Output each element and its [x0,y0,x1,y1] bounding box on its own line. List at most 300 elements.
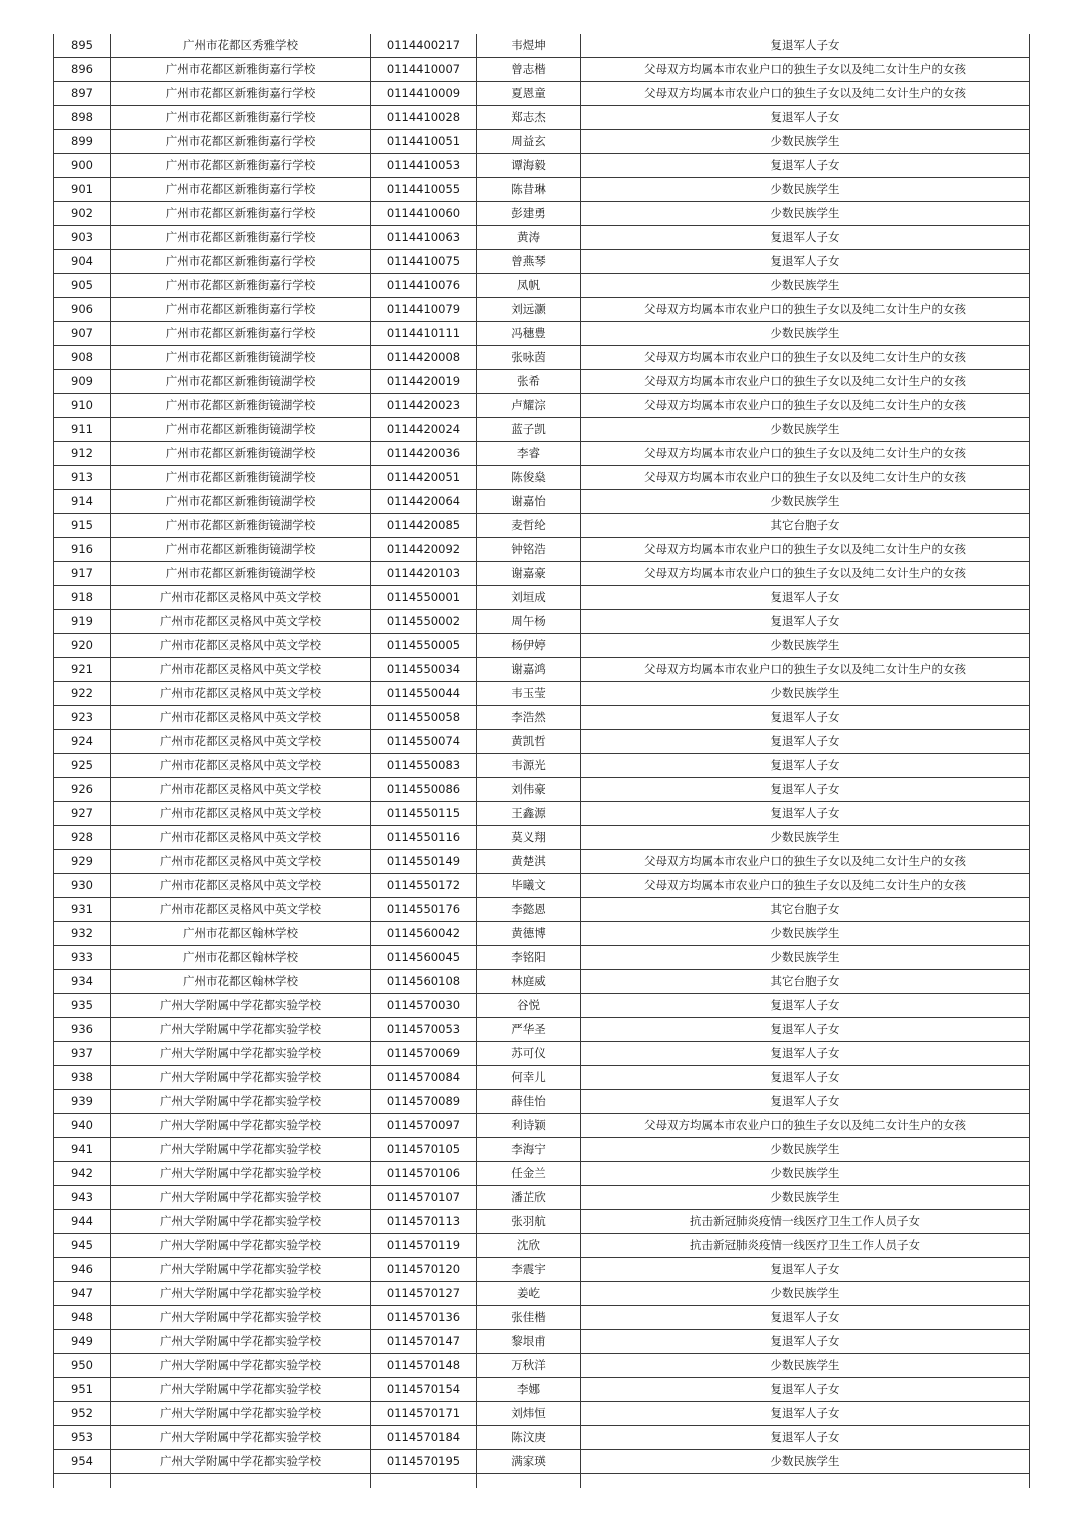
category-cell: 复退军人子女 [581,730,1030,754]
row-number-cell: 903 [54,226,111,250]
student-id-cell: 0114550044 [371,682,477,706]
student-name-cell: 王鑫源 [477,802,581,826]
row-number-cell: 954 [54,1450,111,1474]
student-name-cell: 万秋洋 [477,1354,581,1378]
category-cell: 抗击新冠肺炎疫情一线医疗卫生工作人员子女 [581,1234,1030,1258]
school-name-cell: 广州市花都区新雅街嘉行学校 [111,322,371,346]
student-id-cell: 0114420064 [371,490,477,514]
student-name-cell: 黄涛 [477,226,581,250]
category-cell: 复退军人子女 [581,1066,1030,1090]
row-number-cell: 950 [54,1354,111,1378]
student-name-cell: 钟铭浩 [477,538,581,562]
category-cell: 复退军人子女 [581,610,1030,634]
table-row [54,106,1030,130]
student-name-cell: 周午杨 [477,610,581,634]
student-name-cell: 彭建勇 [477,202,581,226]
table-row [54,898,1030,922]
category-cell: 少数民族学生 [581,202,1030,226]
category-cell: 少数民族学生 [581,1450,1030,1474]
category-cell: 复退军人子女 [581,1330,1030,1354]
row-number-cell: 904 [54,250,111,274]
school-name-cell: 广州市花都区新雅街镜湖学校 [111,538,371,562]
row-number-cell: 896 [54,58,111,82]
school-name-cell: 广州市花都区新雅街嘉行学校 [111,178,371,202]
table-row [54,706,1030,730]
school-name-cell: 广州大学附属中学花都实验学校 [111,1114,371,1138]
student-id-cell: 0114550176 [371,898,477,922]
category-cell: 父母双方均属本市农业户口的独生子女以及纯二女计生户的女孩 [581,538,1030,562]
school-name-cell: 广州市花都区灵格风中英文学校 [111,850,371,874]
school-name-cell: 广州大学附属中学花都实验学校 [111,1258,371,1282]
school-name-cell: 广州大学附属中学花都实验学校 [111,1210,371,1234]
category-cell: 少数民族学生 [581,1162,1030,1186]
category-cell: 复退军人子女 [581,754,1030,778]
student-id-cell: 0114550074 [371,730,477,754]
student-name-cell: 黄凯哲 [477,730,581,754]
student-id-cell: 0114410055 [371,178,477,202]
student-id-cell: 0114570148 [371,1354,477,1378]
school-name-cell: 广州市花都区灵格风中英文学校 [111,826,371,850]
row-number-cell: 907 [54,322,111,346]
category-cell: 复退军人子女 [581,586,1030,610]
category-cell: 复退军人子女 [581,1402,1030,1426]
student-id-cell: 0114570113 [371,1210,477,1234]
school-name-cell: 广州市花都区灵格风中英文学校 [111,610,371,634]
student-id-cell: 0114410053 [371,154,477,178]
school-name-cell: 广州市花都区新雅街镜湖学校 [111,370,371,394]
category-cell: 复退军人子女 [581,706,1030,730]
table-row [54,1450,1030,1474]
school-name-cell: 广州大学附属中学花都实验学校 [111,1330,371,1354]
student-name-cell: 张羽航 [477,1210,581,1234]
category-cell: 复退军人子女 [581,1306,1030,1330]
student-id-cell: 0114550083 [371,754,477,778]
school-name-cell: 广州大学附属中学花都实验学校 [111,1042,371,1066]
student-name-cell: 任金兰 [477,1162,581,1186]
category-cell: 少数民族学生 [581,418,1030,442]
student-id-cell: 0114410075 [371,250,477,274]
category-cell: 其它台胞子女 [581,514,1030,538]
table-row [54,874,1030,898]
table-row [54,1234,1030,1258]
school-name-cell: 广州市花都区新雅街镜湖学校 [111,394,371,418]
category-cell: 少数民族学生 [581,682,1030,706]
student-name-cell: 周益玄 [477,130,581,154]
category-cell: 复退军人子女 [581,1258,1030,1282]
school-name-cell: 广州市花都区新雅街嘉行学校 [111,226,371,250]
category-cell: 少数民族学生 [581,1282,1030,1306]
row-number-cell: 949 [54,1330,111,1354]
student-id-cell: 0114550005 [371,634,477,658]
student-name-cell: 麦哲纶 [477,514,581,538]
row-number-cell: 946 [54,1258,111,1282]
table-row [54,418,1030,442]
row-number-cell: 923 [54,706,111,730]
student-name-cell: 黄楚淇 [477,850,581,874]
row-number-cell: 902 [54,202,111,226]
school-name-cell: 广州市花都区新雅街嘉行学校 [111,298,371,322]
student-name-cell: 黎垠甫 [477,1330,581,1354]
table-row [54,826,1030,850]
student-name-cell: 满家瑛 [477,1450,581,1474]
student-id-cell: 0114420019 [371,370,477,394]
student-name-cell: 李懿恩 [477,898,581,922]
student-id-cell: 0114420092 [371,538,477,562]
school-name-cell: 广州大学附属中学花都实验学校 [111,1306,371,1330]
student-id-cell: 0114410076 [371,274,477,298]
school-name-cell: 广州市花都区灵格风中英文学校 [111,874,371,898]
table-row [54,442,1030,466]
school-name-cell: 广州市花都区新雅街镜湖学校 [111,442,371,466]
school-name-cell: 广州市花都区新雅街镜湖学校 [111,346,371,370]
student-id-cell: 0114550116 [371,826,477,850]
row-number-cell [54,1474,111,1489]
table-row [54,1330,1030,1354]
student-id-cell: 0114550058 [371,706,477,730]
table-row [54,1426,1030,1450]
school-name-cell: 广州大学附属中学花都实验学校 [111,1354,371,1378]
row-number-cell: 914 [54,490,111,514]
student-id-cell: 0114410111 [371,322,477,346]
student-id-cell: 0114560108 [371,970,477,994]
school-name-cell: 广州市花都区新雅街嘉行学校 [111,82,371,106]
category-cell: 父母双方均属本市农业户口的独生子女以及纯二女计生户的女孩 [581,850,1030,874]
student-name-cell: 谢嘉鸿 [477,658,581,682]
table-row [54,1138,1030,1162]
category-cell: 少数民族学生 [581,490,1030,514]
student-name-cell: 毕曦文 [477,874,581,898]
category-cell: 少数民族学生 [581,1138,1030,1162]
school-name-cell: 广州大学附属中学花都实验学校 [111,1066,371,1090]
category-cell: 少数民族学生 [581,322,1030,346]
student-name-cell: 蓝子凯 [477,418,581,442]
student-id-cell: 0114420024 [371,418,477,442]
row-number-cell: 932 [54,922,111,946]
school-name-cell: 广州市花都区新雅街嘉行学校 [111,58,371,82]
table-row [54,1066,1030,1090]
table-row [54,226,1030,250]
table-row [54,1402,1030,1426]
school-name-cell [111,1474,371,1489]
category-cell: 父母双方均属本市农业户口的独生子女以及纯二女计生户的女孩 [581,1114,1030,1138]
category-cell: 父母双方均属本市农业户口的独生子女以及纯二女计生户的女孩 [581,346,1030,370]
table-row [54,1018,1030,1042]
table-row [54,610,1030,634]
table-row [54,298,1030,322]
row-number-cell: 942 [54,1162,111,1186]
student-id-cell: 0114410079 [371,298,477,322]
table-row [54,178,1030,202]
category-cell: 父母双方均属本市农业户口的独生子女以及纯二女计生户的女孩 [581,874,1030,898]
student-id-cell: 0114420036 [371,442,477,466]
student-name-cell: 曾燕琴 [477,250,581,274]
student-id-cell: 0114570089 [371,1090,477,1114]
row-number-cell: 936 [54,1018,111,1042]
table-row [54,682,1030,706]
table-row [54,394,1030,418]
category-cell: 少数民族学生 [581,1354,1030,1378]
category-cell: 复退军人子女 [581,34,1030,58]
row-number-cell: 940 [54,1114,111,1138]
student-id-cell: 0114570127 [371,1282,477,1306]
row-number-cell: 895 [54,34,111,58]
school-name-cell: 广州市花都区灵格风中英文学校 [111,586,371,610]
school-name-cell: 广州大学附属中学花都实验学校 [111,1234,371,1258]
row-number-cell: 925 [54,754,111,778]
row-number-cell: 939 [54,1090,111,1114]
row-number-cell: 918 [54,586,111,610]
student-name-cell: 杨伊婷 [477,634,581,658]
table-row [54,466,1030,490]
table-row [54,130,1030,154]
table-row [54,1042,1030,1066]
row-number-cell: 953 [54,1426,111,1450]
table-row [54,250,1030,274]
student-name-cell: 谷悦 [477,994,581,1018]
category-cell: 复退军人子女 [581,1042,1030,1066]
row-number-cell: 919 [54,610,111,634]
category-cell: 少数民族学生 [581,1186,1030,1210]
row-number-cell: 933 [54,946,111,970]
student-name-cell: 黄德博 [477,922,581,946]
category-cell [581,1474,1030,1489]
row-number-cell: 952 [54,1402,111,1426]
table-row [54,1282,1030,1306]
roster-table-body [54,34,1030,1488]
student-id-cell: 0114570105 [371,1138,477,1162]
category-cell: 父母双方均属本市农业户口的独生子女以及纯二女计生户的女孩 [581,562,1030,586]
category-cell: 复退军人子女 [581,778,1030,802]
row-number-cell: 921 [54,658,111,682]
student-name-cell: 谭海毅 [477,154,581,178]
category-cell: 少数民族学生 [581,826,1030,850]
school-name-cell: 广州市花都区灵格风中英文学校 [111,706,371,730]
student-id-cell: 0114420008 [371,346,477,370]
student-name-cell: 利诗颖 [477,1114,581,1138]
school-name-cell: 广州市花都区新雅街嘉行学校 [111,274,371,298]
school-name-cell: 广州市花都区新雅街嘉行学校 [111,154,371,178]
category-cell: 复退军人子女 [581,226,1030,250]
row-number-cell: 906 [54,298,111,322]
student-id-cell: 0114570136 [371,1306,477,1330]
student-name-cell: 韦源光 [477,754,581,778]
student-name-cell: 陈汶庚 [477,1426,581,1450]
student-name-cell: 韦玉莹 [477,682,581,706]
row-number-cell: 899 [54,130,111,154]
student-id-cell: 0114410028 [371,106,477,130]
student-id-cell: 0114550002 [371,610,477,634]
school-name-cell: 广州大学附属中学花都实验学校 [111,1138,371,1162]
student-name-cell: 薛佳怡 [477,1090,581,1114]
school-name-cell: 广州市花都区新雅街嘉行学校 [111,202,371,226]
row-number-cell: 901 [54,178,111,202]
school-name-cell: 广州市花都区新雅街嘉行学校 [111,250,371,274]
school-name-cell: 广州大学附属中学花都实验学校 [111,1426,371,1450]
student-name-cell: 苏可仪 [477,1042,581,1066]
student-name-cell: 谢嘉怡 [477,490,581,514]
category-cell: 父母双方均属本市农业户口的独生子女以及纯二女计生户的女孩 [581,82,1030,106]
student-id-cell: 0114550115 [371,802,477,826]
table-row-partial [54,1474,1030,1489]
table-row [54,730,1030,754]
row-number-cell: 915 [54,514,111,538]
school-name-cell: 广州市花都区翰林学校 [111,946,371,970]
table-row [54,970,1030,994]
category-cell: 复退军人子女 [581,154,1030,178]
student-id-cell: 0114420051 [371,466,477,490]
student-name-cell: 严华圣 [477,1018,581,1042]
student-name-cell: 韦煜坤 [477,34,581,58]
row-number-cell: 930 [54,874,111,898]
student-id-cell: 0114560045 [371,946,477,970]
student-id-cell: 0114570171 [371,1402,477,1426]
row-number-cell: 910 [54,394,111,418]
category-cell: 父母双方均属本市农业户口的独生子女以及纯二女计生户的女孩 [581,466,1030,490]
row-number-cell: 917 [54,562,111,586]
student-name-cell: 冯穗豊 [477,322,581,346]
row-number-cell: 948 [54,1306,111,1330]
student-id-cell: 0114570120 [371,1258,477,1282]
row-number-cell: 926 [54,778,111,802]
table-row [54,1306,1030,1330]
student-id-cell: 0114570069 [371,1042,477,1066]
table-row [54,538,1030,562]
category-cell: 少数民族学生 [581,130,1030,154]
category-cell: 抗击新冠肺炎疫情一线医疗卫生工作人员子女 [581,1210,1030,1234]
table-row [54,1114,1030,1138]
school-name-cell: 广州市花都区翰林学校 [111,922,371,946]
school-name-cell: 广州市花都区灵格风中英文学校 [111,658,371,682]
school-name-cell: 广州市花都区新雅街嘉行学校 [111,130,371,154]
student-id-cell [371,1474,477,1489]
student-id-cell: 0114550034 [371,658,477,682]
table-row [54,586,1030,610]
student-id-cell: 0114570107 [371,1186,477,1210]
table-row [54,154,1030,178]
student-name-cell: 卢耀淙 [477,394,581,418]
table-row [54,1258,1030,1282]
row-number-cell: 900 [54,154,111,178]
category-cell: 复退军人子女 [581,1090,1030,1114]
row-number-cell: 905 [54,274,111,298]
student-id-cell: 0114570097 [371,1114,477,1138]
table-row [54,1162,1030,1186]
student-id-cell: 0114420103 [371,562,477,586]
school-name-cell: 广州大学附属中学花都实验学校 [111,1378,371,1402]
row-number-cell: 908 [54,346,111,370]
student-id-cell: 0114570119 [371,1234,477,1258]
student-name-cell: 凤帆 [477,274,581,298]
row-number-cell: 937 [54,1042,111,1066]
student-name-cell: 陈昔琳 [477,178,581,202]
roster-sheet [53,34,1029,1488]
school-name-cell: 广州市花都区灵格风中英文学校 [111,802,371,826]
school-name-cell: 广州市花都区新雅街镜湖学校 [111,490,371,514]
row-number-cell: 931 [54,898,111,922]
school-name-cell: 广州市花都区翰林学校 [111,970,371,994]
table-row [54,778,1030,802]
school-name-cell: 广州市花都区灵格风中英文学校 [111,634,371,658]
school-name-cell: 广州市花都区新雅街嘉行学校 [111,106,371,130]
category-cell: 少数民族学生 [581,274,1030,298]
school-name-cell: 广州大学附属中学花都实验学校 [111,1090,371,1114]
row-number-cell: 951 [54,1378,111,1402]
category-cell: 复退军人子女 [581,802,1030,826]
school-name-cell: 广州市花都区灵格风中英文学校 [111,754,371,778]
student-id-cell: 0114420085 [371,514,477,538]
table-row [54,202,1030,226]
student-name-cell: 张佳楷 [477,1306,581,1330]
row-number-cell: 928 [54,826,111,850]
row-number-cell: 912 [54,442,111,466]
student-name-cell: 曾志楷 [477,58,581,82]
school-name-cell: 广州市花都区灵格风中英文学校 [111,898,371,922]
student-name-cell: 莫义翔 [477,826,581,850]
table-row [54,850,1030,874]
student-id-cell: 0114410063 [371,226,477,250]
school-name-cell: 广州市花都区新雅街镜湖学校 [111,418,371,442]
student-id-cell: 0114410060 [371,202,477,226]
row-number-cell: 922 [54,682,111,706]
row-number-cell: 945 [54,1234,111,1258]
student-name-cell: 陈俊燊 [477,466,581,490]
student-name-cell: 刘远灏 [477,298,581,322]
category-cell: 其它台胞子女 [581,970,1030,994]
table-row [54,634,1030,658]
student-name-cell: 谢嘉豪 [477,562,581,586]
student-id-cell: 0114550001 [371,586,477,610]
table-row [54,754,1030,778]
row-number-cell: 924 [54,730,111,754]
student-id-cell: 0114570030 [371,994,477,1018]
row-number-cell: 909 [54,370,111,394]
row-number-cell: 927 [54,802,111,826]
student-name-cell: 刘伟豪 [477,778,581,802]
row-number-cell: 941 [54,1138,111,1162]
school-name-cell: 广州市花都区灵格风中英文学校 [111,730,371,754]
student-name-cell: 沈欣 [477,1234,581,1258]
table-row [54,82,1030,106]
school-name-cell: 广州大学附属中学花都实验学校 [111,1018,371,1042]
student-id-cell: 0114410051 [371,130,477,154]
table-row [54,658,1030,682]
student-name-cell: 何幸儿 [477,1066,581,1090]
category-cell: 父母双方均属本市农业户口的独生子女以及纯二女计生户的女孩 [581,442,1030,466]
category-cell: 父母双方均属本市农业户口的独生子女以及纯二女计生户的女孩 [581,298,1030,322]
row-number-cell: 938 [54,1066,111,1090]
table-row [54,514,1030,538]
school-name-cell: 广州大学附属中学花都实验学校 [111,1162,371,1186]
row-number-cell: 947 [54,1282,111,1306]
table-row [54,802,1030,826]
student-id-cell: 0114550149 [371,850,477,874]
table-row [54,490,1030,514]
category-cell: 复退军人子女 [581,1378,1030,1402]
student-id-cell: 0114400217 [371,34,477,58]
school-name-cell: 广州市花都区新雅街镜湖学校 [111,562,371,586]
row-number-cell: 935 [54,994,111,1018]
category-cell: 复退军人子女 [581,1018,1030,1042]
student-id-cell: 0114570053 [371,1018,477,1042]
roster-table [53,34,1030,1488]
school-name-cell: 广州大学附属中学花都实验学校 [111,994,371,1018]
student-id-cell: 0114410007 [371,58,477,82]
student-name-cell: 刘炜恒 [477,1402,581,1426]
student-id-cell: 0114410009 [371,82,477,106]
student-id-cell: 0114570154 [371,1378,477,1402]
row-number-cell: 929 [54,850,111,874]
student-name-cell: 张咏茵 [477,346,581,370]
